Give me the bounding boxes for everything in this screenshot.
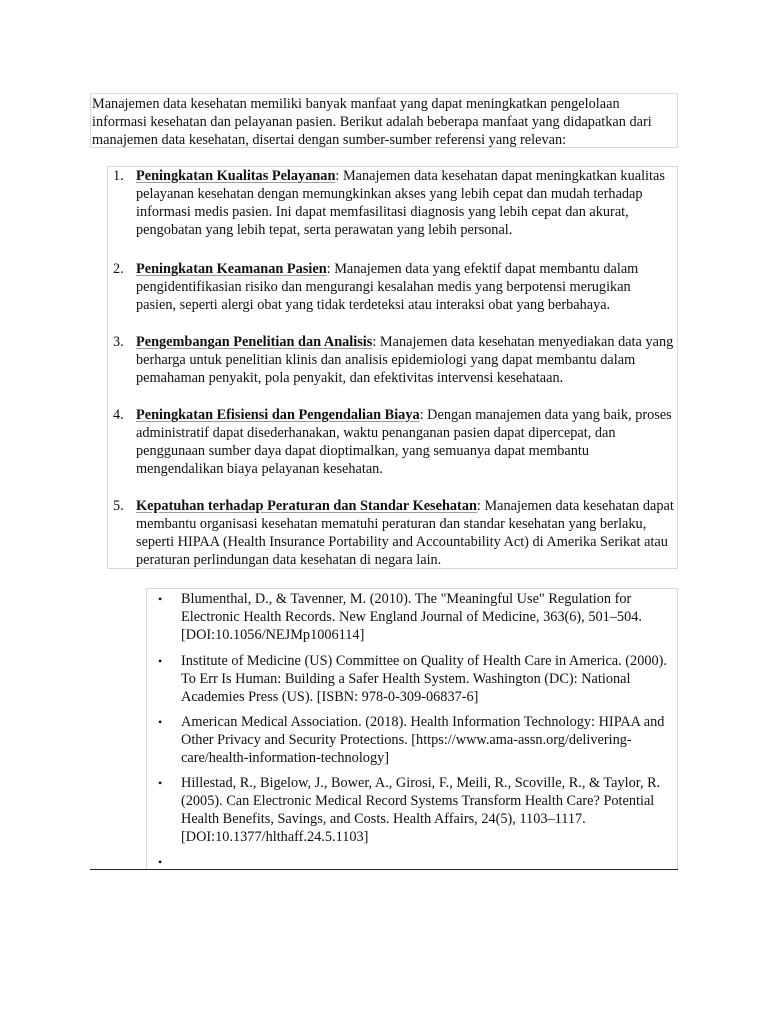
intro-text: Manajemen data kesehatan memiliki banyak manfaat yang dapat meningkatkan pengelolaan informasi kesehatan dan pelayanan pasien. Berikut adalah beberapa manfaat yang didapatkan dari manajemen data kesehatan, disertai dengan sumber-sumber referensi yang relevan:: [92, 96, 652, 148]
benefit-number: 2.: [113, 261, 124, 277]
reference-text: American Medical Association. (2018). Health Information Technology: HIPAA and Other Privacy and Security Protections. [https://www.ama-assn.org/delivering-care/health-information-technology]: [181, 714, 665, 766]
benefit-title: Peningkatan Kualitas Pelayanan: [136, 168, 336, 184]
bottom-divider: [90, 869, 678, 870]
benefit-number: 3.: [113, 334, 124, 350]
benefit-number: 1.: [113, 168, 124, 184]
benefit-description: : Manajemen data yang efektif dapat membantu dalam pengidentifikasian risiko dan mengurangi kesalahan medis yang berpotensi merugikan pasien, seperti alergi obat yang tidak terdeteksi atau interaksi obat yang berbahaya.: [136, 261, 639, 313]
reference-text: Institute of Medicine (US) Committee on Quality of Health Care in America. (2000). To Err Is Human: Building a Safer Health System. Washington (DC): National Academies Press (US). [ISBN: 978-0-309-06837-6]: [181, 653, 667, 705]
benefit-description: : Manajemen data kesehatan dapat membantu organisasi kesehatan mematuhi peraturan dan standar kesehatan yang berlaku, seperti HIPAA (Health Insurance Portability and Accountability Act) di Amerika Serikat atau peraturan perlindungan data kesehatan di negara lain.: [136, 498, 674, 568]
reference-text: Blumenthal, D., & Tavenner, M. (2010). The "Meaningful Use" Regulation for Electronic Health Records. New England Journal of Medicine, 363(6), 501–504. [DOI:10.1056/NEJMp1006114]: [181, 591, 642, 643]
benefit-description: : Manajemen data kesehatan menyediakan data yang berharga untuk penelitian klinis dan analisis epidemiologi yang dapat membantu dalam pemahaman penyakit, pola penyakit, dan efektivitas intervensi kesehataan.: [136, 334, 674, 386]
benefit-title: Pengembangan Penelitian dan Analisis: [136, 334, 373, 350]
intro-paragraph: [90, 93, 678, 148]
bullet-icon: •: [158, 776, 163, 790]
bullet-icon: •: [158, 654, 163, 668]
benefit-number: 5.: [113, 498, 124, 514]
benefit-title: Peningkatan Efisiensi dan Pengendalian Biaya: [136, 407, 420, 423]
bullet-icon: •: [158, 855, 163, 869]
reference-text: Hillestad, R., Bigelow, J., Bower, A., Girosi, F., Meili, R., Scoville, R., & Taylor, R. (2005). Can Electronic Medical Record Systems Transform Health Care? Potential Health Benefits, Savings, and Costs. Health Affairs, 24(5), 1103–1117. [DOI:10.1377/hlthaff.24.5.1103]: [181, 775, 661, 845]
bullet-icon: •: [158, 592, 163, 606]
benefits-list: [107, 166, 678, 569]
benefit-description: : Manajemen data kesehatan dapat meningkatkan kualitas pelayanan kesehatan dengan memungkinkan akses yang lebih cepat dan mudah terhadap informasi medis pasien. Ini dapat memfasilitasi diagnosis yang lebih cepat dan akurat, pengobatan yang lebih tepat, serta perawatan yang lebih personal.: [136, 168, 665, 238]
bullet-icon: •: [158, 715, 163, 729]
benefit-description: : Dengan manajemen data yang baik, proses administratif dapat disederhanakan, waktu penanganan pasien dapat dipercepat, dan penggunaan sumber daya dapat dioptimalkan, yang semuanya dapat membantu mengendalikan biaya pelayanan kesehatan.: [136, 407, 672, 477]
references-list: [146, 588, 678, 870]
benefit-title: Peningkatan Keamanan Pasien: [136, 261, 327, 277]
benefit-number: 4.: [113, 407, 124, 423]
benefit-title: Kepatuhan terhadap Peraturan dan Standar Kesehatan: [136, 498, 477, 514]
